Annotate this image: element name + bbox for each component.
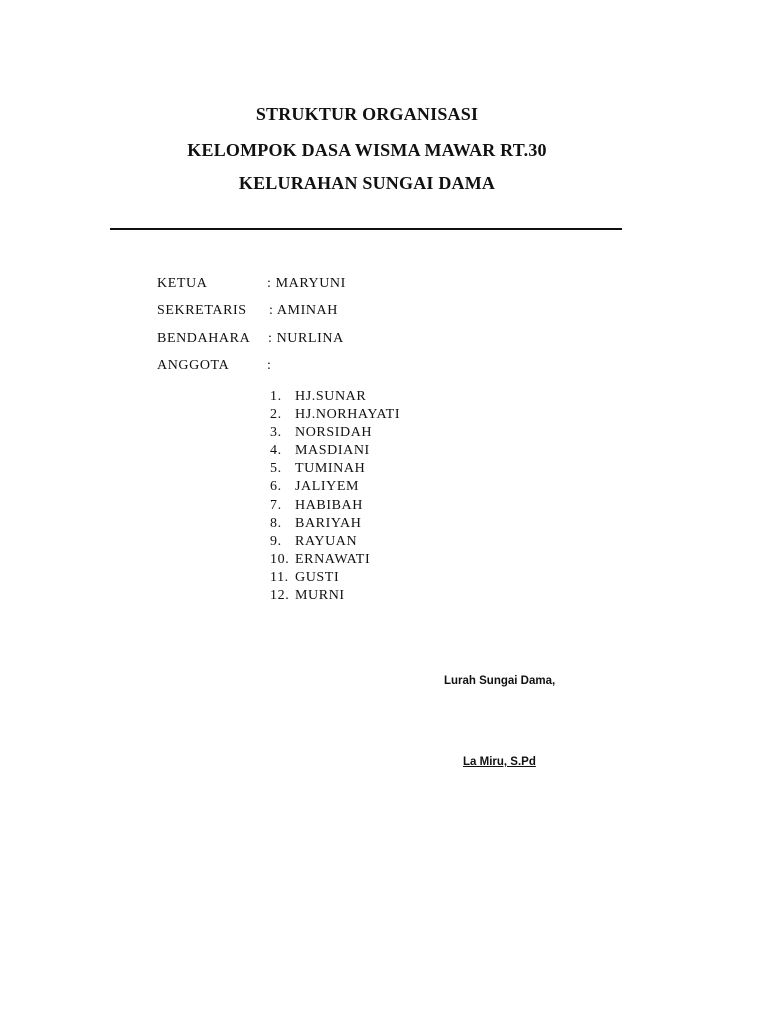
officer-bendahara-label: BENDAHARA [157, 331, 251, 346]
document-title: STRUKTUR ORGANISASI [255, 104, 479, 124]
list-item [270, 551, 400, 569]
member-name: HJ.NORHAYATI [295, 407, 401, 423]
officer-ketua-value: : MARYUNI [267, 276, 346, 291]
member-number: 3. [270, 425, 282, 441]
officer-sekretaris [157, 303, 338, 319]
officer-anggota-label: ANGGOTA [157, 358, 230, 373]
member-number: 10. [270, 551, 290, 567]
member-number: 11. [270, 569, 289, 585]
member-name: HJ.SUNAR [295, 389, 367, 404]
member-name: MURNI [295, 588, 345, 604]
member-name: MASDIANI [295, 443, 370, 459]
list-item [270, 388, 400, 406]
document-subtitle-location: KELURAHAN SUNGAI DAMA [238, 173, 496, 193]
member-name: JALIYEM [295, 479, 360, 495]
officer-ketua-label: KETUA [157, 276, 208, 291]
officer-bendahara-value: : NURLINA [268, 331, 344, 346]
member-name: RAYUAN [295, 533, 358, 549]
officer-anggota-value: : [267, 358, 272, 373]
list-item [270, 424, 400, 442]
member-number: 12. [270, 588, 290, 604]
list-item [270, 478, 400, 496]
member-number: 8. [270, 515, 282, 531]
list-item [270, 587, 400, 605]
officer-ketua [157, 276, 346, 292]
signature-name: La Miru, S.Pd [463, 756, 536, 768]
member-number: 5. [270, 461, 282, 477]
list-item [270, 533, 400, 551]
list-item [270, 515, 400, 533]
member-name: HABIBAH [295, 497, 363, 513]
member-list [270, 388, 400, 605]
list-item [270, 406, 400, 424]
member-number: 9. [270, 533, 282, 549]
list-item [270, 442, 400, 460]
list-item [270, 497, 400, 515]
member-number: 4. [270, 443, 282, 459]
officer-sekretaris-value: : AMINAH [269, 303, 338, 318]
document-subtitle-group: KELOMPOK DASA WISMA MAWAR RT.30 [187, 140, 547, 160]
member-name: GUSTI [295, 569, 340, 585]
member-number: 1. [270, 389, 282, 404]
member-number: 7. [270, 497, 282, 513]
member-number: 6. [270, 479, 282, 495]
officer-bendahara [157, 331, 344, 347]
member-name: BARIYAH [295, 515, 362, 531]
member-number: 2. [270, 407, 282, 423]
member-name: NORSIDAH [295, 425, 373, 441]
member-name: TUMINAH [295, 461, 366, 477]
list-item [270, 569, 400, 587]
officer-anggota [157, 358, 272, 374]
header-divider [110, 228, 622, 230]
list-item [270, 460, 400, 478]
member-name: ERNAWATI [295, 551, 371, 567]
officer-sekretaris-label: SEKRETARIS [157, 303, 247, 318]
signature-title: Lurah Sungai Dama, [444, 675, 556, 687]
